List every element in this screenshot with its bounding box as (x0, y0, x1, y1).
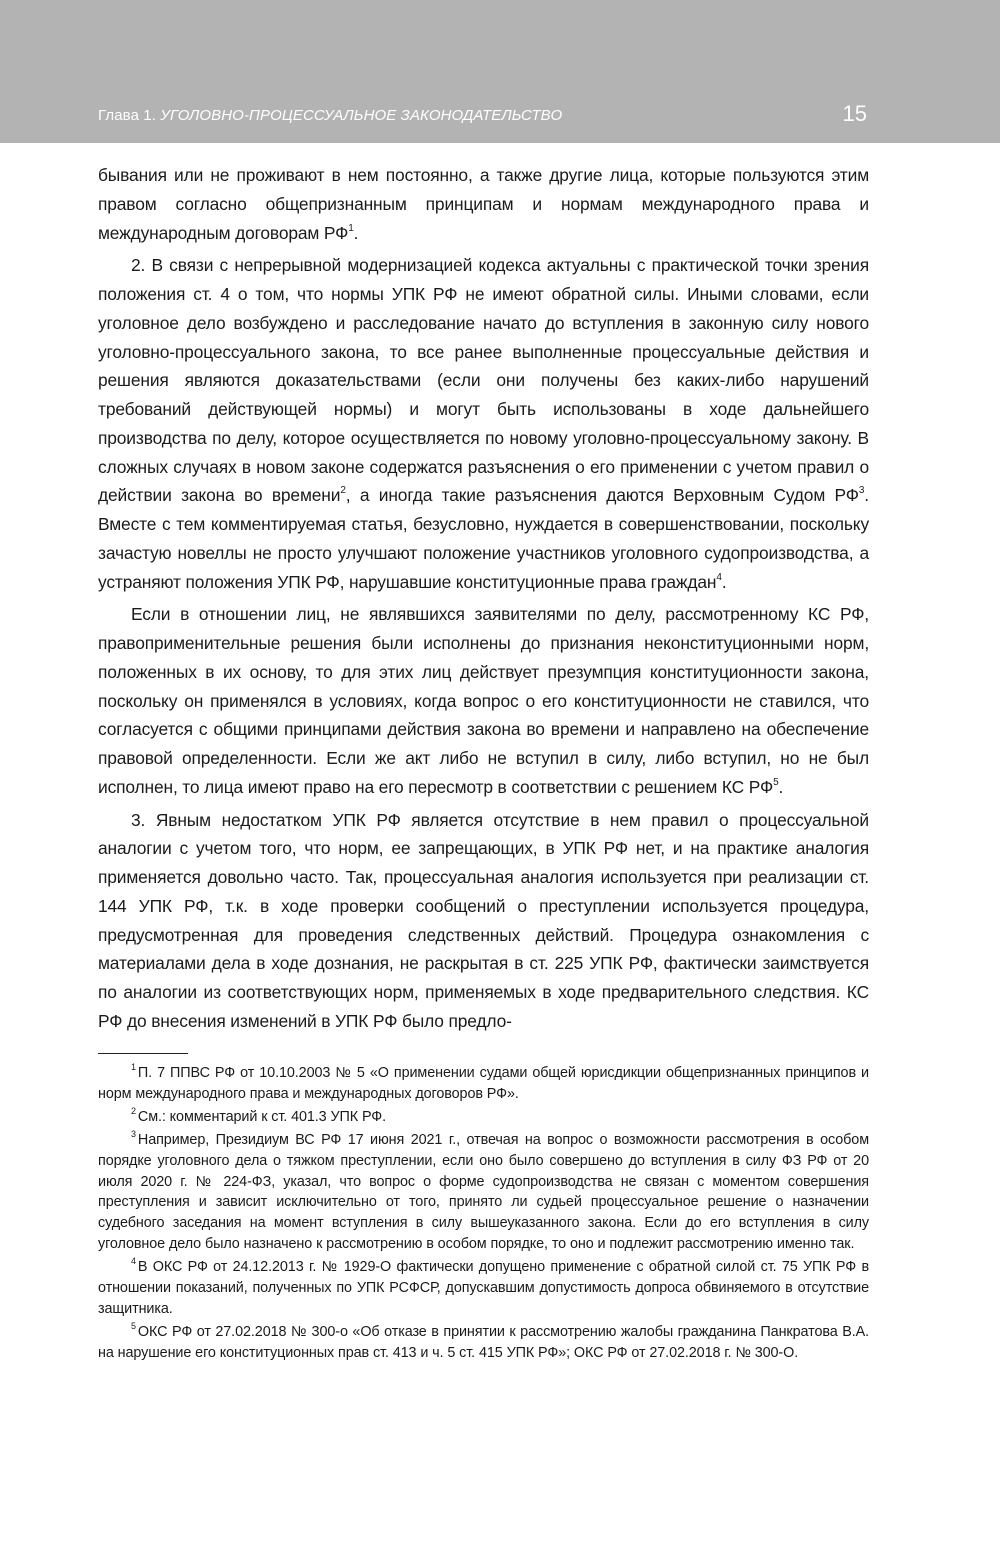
footnote-ref-3: 3 (858, 485, 865, 497)
paragraph-3-text: Если в отношении лиц, не являвшихся заявителями по делу, рассмотренному КС РФ, правоприменительные решения были исполнены до признания неконституционными норм, положенных в их основу, то для этих лиц действует презумпция конституционности закона, поскольку он применялся в условиях, когда вопрос о его конституционности не ставился, что согласуется с общими принципами действия закона во времени и направлено на обеспечение правовой определенности. Если же акт либо не вступил в силу, либо вступил, но не был исполнен, то лица имеют право на его пересмотр в соответствии с решением КС РФ (98, 604, 869, 797)
paragraph-2-part-1: 2. В связи с непрерывной модернизацией кодекса актуальны с практической точки зрения положения ст. 4 о том, что нормы УПК РФ не имеют обратной силы. Иными словами, если уголовное дело возбуждено и расследование начато до вступления в законную силу нового уголовно-процессуального закона, то все ранее выполненные процессуальные действия и решения являются доказательствами (если они получены без каких-либо нарушений требований действующей нормы) и могут быть использованы в ходе дальнейшего производства по делу, которое осуществляется по новому уголовно-процессуальному закону. В сложных случаях в новом законе содержатся разъяснения о его применении с учетом правил о действии закона во времени (98, 255, 869, 506)
footnote-2 (98, 1107, 869, 1128)
paragraph-2 (98, 251, 869, 596)
footnotes (98, 1063, 869, 1366)
footnote-5 (98, 1322, 869, 1364)
footnote-ref-2: 2 (340, 485, 346, 497)
footnote-marker: 1 (131, 1062, 136, 1073)
footnote-text: В ОКС РФ от 24.12.2013 г. № 1929-О фактически допущено применение с обратной силой ст. 75 УПК РФ в отношении показаний, полученных по УПК РСФСР, допускавшим допустимость допроса обвиняемого в отсутствие защитника. (98, 1259, 869, 1317)
chapter-title: УГОЛОВНО-ПРОЦЕССУАЛЬНОЕ ЗАКОНОДАТЕЛЬСТВО (160, 107, 563, 124)
footnote-marker: 3 (131, 1128, 136, 1139)
paragraph-4-text: 3. Явным недостатком УПК РФ является отсутствие в нем правил о процессуальной аналогии с учетом того, что норм, ее запрещающих, в УПК РФ нет, и на практике аналогия применяется довольно часто. Так, процессуальная аналогия используется при реализации ст. 144 УПК РФ, т.к. в ходе проверки сообщений о преступлении используется процедура, предусмотренная для проведения следственных действий. Процедура ознакомления с материалами дела в ходе дознания, не раскрытая в ст. 225 УПК РФ, фактически заимствуется по аналогии из соответствующих норм, применяемых в ходе предварительного следствия. КС РФ до внесения изменений в УПК РФ было предло- (98, 809, 869, 1031)
paragraph-1-text: бывания или не проживают в нем постоянно, а также другие лица, которые пользуются этим правом согласно общепризнанным принципам и нормам международного права и международным договорам РФ (98, 165, 869, 243)
footnote-marker: 2 (131, 1106, 136, 1117)
footnote-text: ОКС РФ от 27.02.2018 № 300-о «Об отказе в принятии к рассмотрению жалобы гражданина Панкратова В.А. на нарушение его конституционных прав ст. 413 и ч. 5 ст. 415 УПК РФ»; ОКС РФ от 27.02.2018 г. № 300-О. (98, 1323, 869, 1361)
page-number: 15 (842, 101, 867, 126)
paragraph-3-tail: . (778, 776, 784, 797)
running-head (98, 107, 562, 124)
footnote-3 (98, 1130, 869, 1255)
paragraph-4 (98, 806, 869, 1036)
footnote-text: Например, Президиум ВС РФ 17 июня 2021 г., отвечая на вопрос о возможности рассмотрения в особом порядке уголовного дела о тяжком преступлении, если оно было совершено до вступления в силу ФЗ РФ от 20 июля 2020 г. № 224-ФЗ, указал, что вопрос о форме судопроизводства не связан с моментом совершения преступления и зависит исключительно от того, принято ли судьей процессуальное решение о назначении судебного заседания на момент вступления в силу вышеуказанного закона. Если до его вступления в силу уголовное дело было назначено к рассмотрению в особом порядке, то оно и подлежит рассмотрению именно так. (98, 1131, 869, 1253)
paragraph-2-part-3: . Вместе с тем комментируемая статья, безусловно, нуждается в совершенствовании, поскольку зачастую новеллы не просто улучшают положение участников уголовного судопроизводства, а устраняют положения УПК РФ, нарушавшие конституционные права граждан (98, 485, 869, 592)
paragraph-2-part-2: , а иногда такие разъяснения даются Верховным Судом РФ (345, 485, 859, 506)
footnote-1 (98, 1063, 869, 1105)
footnote-ref-4: 4 (716, 571, 722, 583)
paragraph-1 (98, 161, 869, 247)
footnote-text: П. 7 ППВС РФ от 10.10.2003 № 5 «О применении судами общей юрисдикции общепризнанных принципов и норм международного права и международных договоров РФ». (98, 1065, 869, 1102)
paragraph-2-tail: . (721, 571, 727, 592)
paragraph-3 (98, 600, 869, 801)
footnote-text: См.: комментарий к ст. 401.3 УПК РФ. (137, 1108, 387, 1125)
chapter-label: Глава 1. (98, 107, 156, 124)
paragraph-1-tail: . (353, 222, 359, 243)
footnote-marker: 4 (131, 1256, 136, 1267)
footnote-separator (98, 1053, 188, 1054)
footnote-4 (98, 1257, 869, 1320)
body-text (98, 161, 869, 1040)
footnote-marker: 5 (131, 1321, 136, 1332)
footnote-ref-5: 5 (773, 776, 779, 788)
footnote-ref-1: 1 (348, 222, 354, 234)
